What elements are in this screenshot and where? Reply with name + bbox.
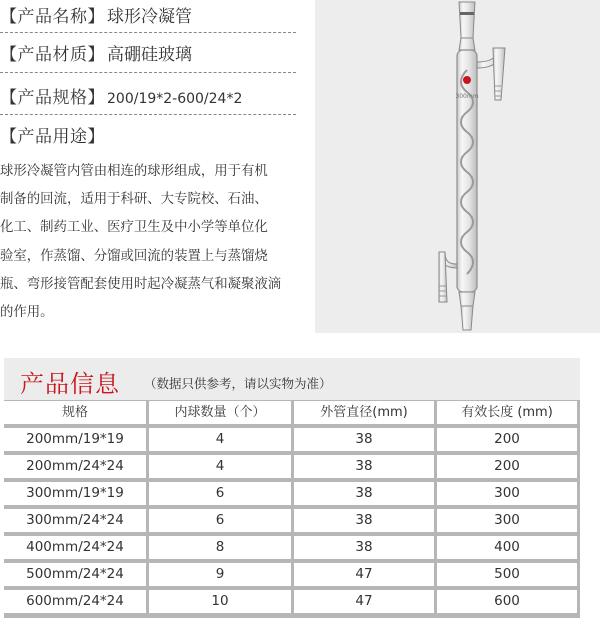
usage-line: 验室，作蒸馏、分馏或回流的装置上与蒸馏烧 [0, 248, 268, 264]
usage-line: 化工、制药工业、医疗卫生及中小学等单位化 [0, 220, 268, 236]
product-info-title: 产品信息 [20, 370, 120, 398]
table-cell: 38 [294, 455, 434, 478]
divider [0, 32, 296, 33]
divider [0, 114, 296, 115]
table-cell: 47 [294, 563, 434, 586]
graduation-mark: 300mm [455, 93, 479, 100]
table-cell: 200 [437, 455, 577, 478]
field-spec [0, 83, 242, 109]
table-cell: 600mm/24*24 [4, 590, 146, 613]
table-cell: 300mm/24*24 [4, 509, 146, 532]
column-header: 外管直径(mm) [294, 401, 434, 424]
table-row [4, 590, 580, 613]
table-cell: 38 [294, 428, 434, 451]
table-row [4, 482, 580, 505]
condenser-illustration [315, 0, 600, 333]
product-info-note: （数据只供参考，请以实物为准） [144, 376, 332, 391]
column-header: 规格 [4, 401, 146, 424]
usage-line: 的作用。 [0, 304, 54, 320]
table-cell: 200 [437, 428, 577, 451]
table-row [4, 536, 580, 559]
usage-line: 制备的回流，适用于科研、大专院校、石油、 [0, 192, 268, 208]
usage-line: 球形冷凝管内管由相连的球形组成，用于有机 [0, 164, 268, 179]
table-cell: 500 [437, 563, 577, 586]
table-cell: 600 [437, 590, 577, 613]
table-cell: 200mm/24*24 [4, 455, 146, 478]
table-cell: 300mm/19*19 [4, 482, 146, 505]
field-usage-label: 【产品用途】 [0, 127, 105, 147]
field-name-value: 球形冷凝管 [107, 7, 192, 27]
table-cell: 38 [294, 509, 434, 532]
table-cell: 8 [149, 536, 291, 559]
usage-description [0, 158, 300, 327]
column-header: 内球数量（个） [149, 401, 291, 424]
table-cell: 47 [294, 590, 434, 613]
field-usage [0, 122, 105, 148]
table-cell: 400mm/24*24 [4, 536, 146, 559]
table-cell: 300 [437, 482, 577, 505]
field-spec-value: 200/19*2-600/24*2 [107, 91, 243, 107]
field-spec-label: 【产品规格】 [0, 88, 105, 108]
table-cell: 10 [149, 590, 291, 613]
table-cell: 500mm/24*24 [4, 563, 146, 586]
table-cell: 4 [149, 428, 291, 451]
table-row [4, 509, 580, 532]
table-cell: 38 [294, 536, 434, 559]
field-name [0, 2, 192, 28]
table-cell: 400 [437, 536, 577, 559]
divider [0, 72, 296, 73]
table-header-row [4, 401, 580, 424]
column-header: 有效长度 (mm) [437, 401, 577, 424]
product-photo [315, 0, 600, 333]
field-material [0, 40, 192, 66]
table-cell: 200mm/19*19 [4, 428, 146, 451]
table-cell: 9 [149, 563, 291, 586]
field-name-label: 【产品名称】 [0, 7, 105, 27]
table-row [4, 428, 580, 451]
product-info-header [4, 358, 580, 400]
table-row [4, 455, 580, 478]
table-cell: 6 [149, 509, 291, 532]
field-material-value: 高硼硅玻璃 [107, 45, 192, 65]
field-material-label: 【产品材质】 [0, 45, 105, 65]
table-cell: 4 [149, 455, 291, 478]
table-cell: 38 [294, 482, 434, 505]
table-cell: 6 [149, 482, 291, 505]
usage-line: 瓶、弯形接管配套使用时起冷凝蒸气和凝聚液滴 [0, 276, 282, 292]
table-cell: 300 [437, 509, 577, 532]
table-row [4, 563, 580, 586]
